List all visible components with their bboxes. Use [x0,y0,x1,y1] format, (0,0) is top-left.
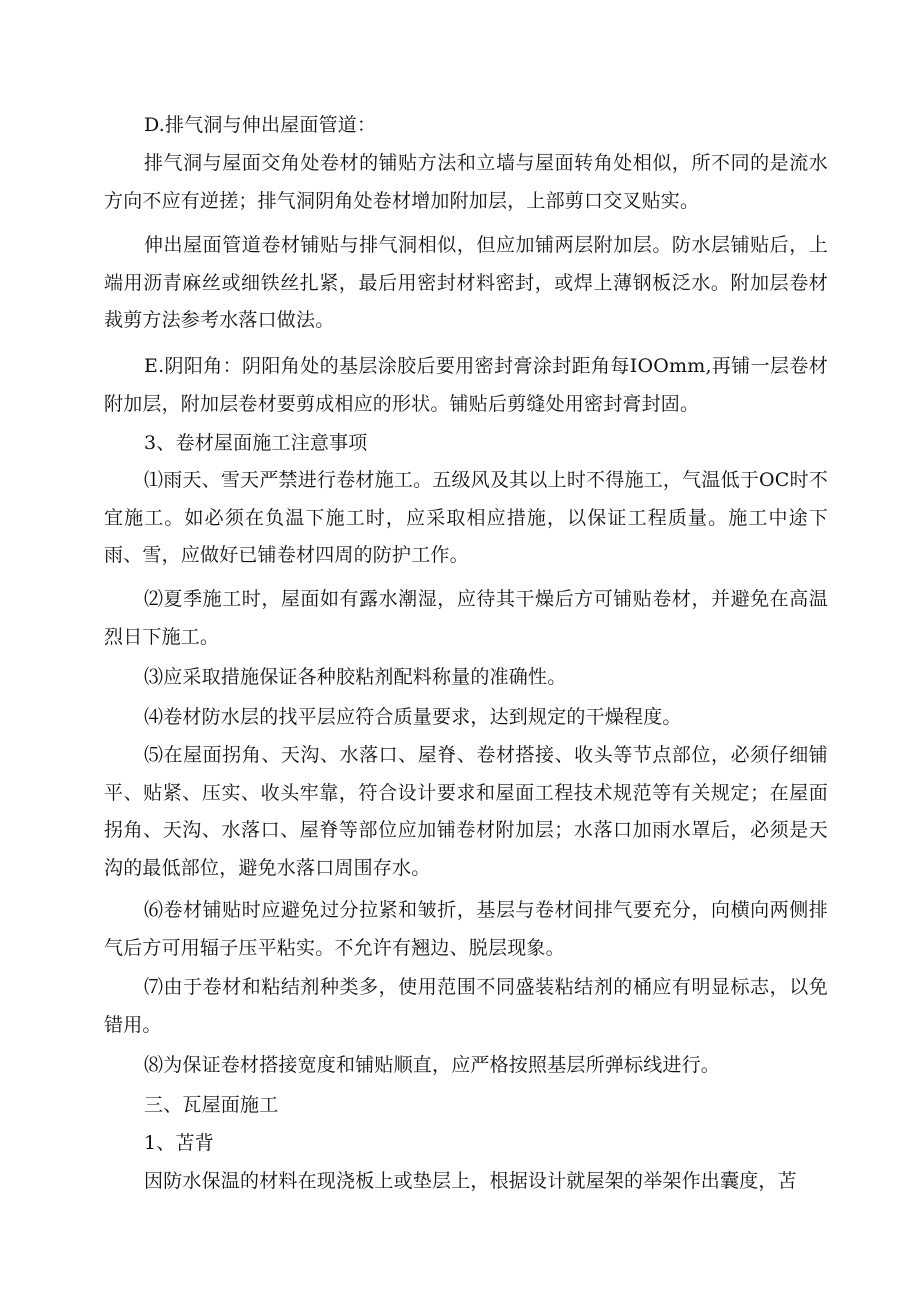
list-item-5: ⑸在屋面拐角、天沟、水落口、屋脊、卷材搭接、收头等节点部位，必须仔细铺平、贴紧、压实、收头牢靠，符合设计要求和屋面工程技术规范等有关规定；在屋面拐角、天沟、水落口、屋脊等部位应加铺卷材附加层；水落口加雨水罩后，必须是天沟的最低部位，避免水落口周围存水。 [104,744,828,879]
list-item-4: ⑷卷材防水层的找平层应符合质量要求，达到规定的干燥程度。 [144,706,682,728]
paragraph-e-corners: E.阴阳角：阴阳角处的基层涂胶后要用密封膏涂封距角每IOOmm,再铺一层卷材附加层，附加层卷材要剪成相应的形状。铺贴后剪缝处用密封膏封固。 [104,355,828,415]
list-item-1: ⑴雨天、雪天严禁进行卷材施工。五级风及其以上时不得施工，气温低于OC时不宜施工。如必须在负温下施工时，应采取相应措施，以保证工程质量。施工中途下雨、雪，应做好已铺卷材四周的防护工作。 [104,469,828,566]
heading-tile-roof: 三、瓦屋面施工 [144,1094,279,1116]
heading-1-shanbei: 1、苫背 [144,1132,214,1154]
list-item-2: ⑵夏季施工时，屋面如有露水潮湿，应待其干燥后方可铺贴卷材，并避免在高温烈日下施工。 [104,588,828,648]
paragraph-roof-pipe: 伸出屋面管道卷材铺贴与排气洞相似，但应加铺两层附加层。防水层铺贴后，上端用沥青麻丝或细铁丝扎紧，最后用密封材料密封，或焊上薄钢板泛水。附加层卷材裁剪方法参考水落口做法。 [104,234,828,331]
list-item-3: ⑶应采取措施保证各种胶粘剂配料称量的准确性。 [144,666,567,688]
heading-3-precautions: 3、卷材屋面施工注意事项 [144,432,368,454]
list-item-8: ⑻为保证卷材搭接宽度和铺贴顺直，应严格按照基层所弹标线进行。 [144,1054,721,1076]
list-item-7: ⑺由于卷材和粘结剂种类多，使用范围不同盛装粘结剂的桶应有明显标志，以免错用。 [104,976,828,1036]
paragraph-vent-hole-method: 排气洞与屋面交角处卷材的铺贴方法和立墙与屋面转角处相似，所不同的是流水方向不应有逆搓；排气洞阴角处卷材增加附加层，上部剪口交叉贴实。 [104,152,828,212]
paragraph-shanbei: 因防水保温的材料在现浇板上或垫层上，根据设计就屋架的举架作出囊度，苫 [144,1170,797,1192]
list-item-6: ⑹卷材铺贴时应避免过分拉紧和皱折，基层与卷材间排气要充分，向横向两侧排气后方可用辐子压平粘实。不允许有翘边、脱层现象。 [104,899,828,959]
heading-d-vent-holes: D.排气洞与伸出屋面管道： [144,114,377,136]
